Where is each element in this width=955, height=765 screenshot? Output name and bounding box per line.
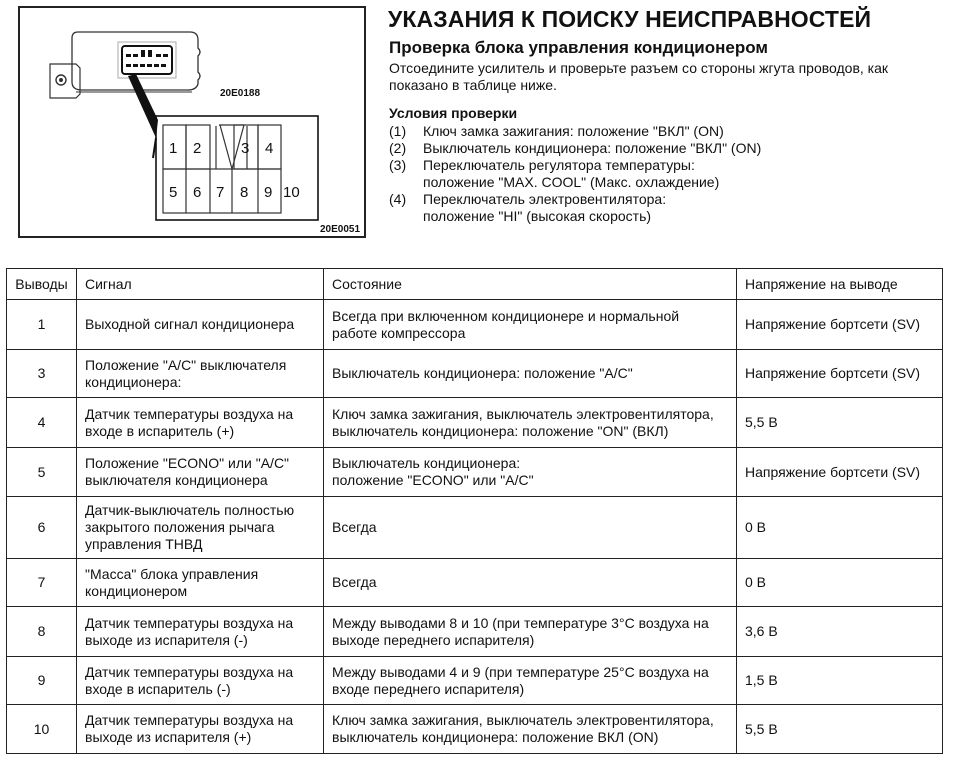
voltage-cell: 0 В — [737, 559, 943, 607]
table-header-row — [7, 269, 943, 300]
table-row — [7, 300, 943, 350]
signal-cell: Датчик температуры воздуха на выходе из испарителя (+) — [77, 705, 324, 754]
condition-number: (4) — [389, 191, 407, 207]
condition-item — [389, 157, 761, 191]
pin-label: 2 — [193, 140, 202, 157]
table-row — [7, 607, 943, 657]
pin-label: 1 — [169, 140, 178, 157]
table-row — [7, 497, 943, 559]
pin-label: 10 — [283, 184, 300, 201]
pin-label: 5 — [169, 184, 178, 201]
pin-cell: 6 — [7, 497, 77, 559]
callout-pointer — [128, 74, 158, 138]
condition-item — [389, 123, 761, 140]
pin-cell: 3 — [7, 350, 77, 398]
table-row — [7, 559, 943, 607]
condition-text: Переключатель регулятора температуры: положение "MAX. COOL" (Макс. охлаждение) — [423, 157, 720, 190]
pin-cell: 1 — [7, 300, 77, 350]
condition-cell: Всегда при включенном кондиционере и нормальной работе компрессора — [324, 300, 737, 350]
pin-cell: 4 — [7, 398, 77, 448]
section-subtitle: Проверка блока управления кондиционером — [389, 38, 768, 57]
intro-text: Отсоедините усилитель и проверьте разъем со стороны жгута проводов, как показано в таблице ниже. — [389, 60, 889, 93]
connector-socket-pins — [126, 50, 168, 67]
voltage-cell: Напряжение бортсети (SV) — [737, 350, 943, 398]
condition-cell: Между выводами 4 и 9 (при температуре 25°C воздуха на входе переднего испарителя) — [324, 657, 737, 705]
page-title: УКАЗАНИЯ К ПОИСКУ НЕИСПРАВНОСТЕЙ — [388, 6, 872, 32]
connector-socket — [122, 46, 172, 74]
table-row — [7, 657, 943, 705]
pin-cell: 7 — [7, 559, 77, 607]
condition-item — [389, 191, 761, 225]
voltage-cell: 5,5 В — [737, 705, 943, 754]
pin-label: 3 — [241, 140, 250, 157]
conditions-list — [389, 123, 761, 225]
pin-cell: 5 — [7, 448, 77, 497]
figure-code-top: 20E0188 — [220, 88, 261, 99]
connector-socket-frame — [118, 42, 176, 78]
pin-cell: 9 — [7, 657, 77, 705]
column-header-pins: Выводы — [7, 269, 77, 300]
condition-cell: Ключ замка зажигания, выключатель электровентилятора, выключатель кондиционера: положение "ON" (ВКЛ) — [324, 398, 737, 448]
pin-label: 9 — [264, 184, 273, 201]
pin-label: 8 — [240, 184, 249, 201]
pin-cell: 10 — [7, 705, 77, 754]
signal-cell: Положение "A/C" выключателя кондиционера: — [77, 350, 324, 398]
pin-voltage-table — [6, 268, 943, 754]
column-header-condition: Состояние — [324, 269, 737, 300]
pin-label: 6 — [193, 184, 202, 201]
signal-cell: Датчик температуры воздуха на входе в испаритель (-) — [77, 657, 324, 705]
signal-cell: Датчик температуры воздуха на входе в испаритель (+) — [77, 398, 324, 448]
condition-cell: Всегда — [324, 497, 737, 559]
connector-face-frame — [156, 116, 318, 220]
voltage-cell: 5,5 В — [737, 398, 943, 448]
condition-number: (1) — [389, 123, 407, 139]
condition-cell: Между выводами 8 и 10 (при температуре 3°C воздуха на выходе переднего испарителя) — [324, 607, 737, 657]
table-row — [7, 398, 943, 448]
table-row — [7, 705, 943, 754]
voltage-cell: 1,5 В — [737, 657, 943, 705]
pin-label: 4 — [265, 140, 274, 157]
condition-text: Ключ замка зажигания: положение "ВКЛ" (ON) — [423, 123, 724, 139]
signal-cell: Датчик температуры воздуха на выходе из испарителя (-) — [77, 607, 324, 657]
pin-cell: 8 — [7, 607, 77, 657]
signal-cell: Датчик-выключатель полностью закрытого положения рычага управления ТНВД — [77, 497, 324, 559]
pin-label: 7 — [216, 184, 225, 201]
voltage-cell: Напряжение бортсети (SV) — [737, 448, 943, 497]
condition-cell: Всегда — [324, 559, 737, 607]
condition-text: Переключатель электровентилятора: положение "HI" (высокая скорость) — [423, 191, 667, 224]
column-header-signal: Сигнал — [77, 269, 324, 300]
table-row — [7, 350, 943, 398]
column-header-voltage: Напряжение на выводе — [737, 269, 943, 300]
condition-cell: Выключатель кондиционера: положение "ECONO" или "A/C" — [324, 448, 737, 497]
condition-cell: Выключатель кондиционера: положение "A/C" — [324, 350, 737, 398]
connector-illustration — [20, 8, 364, 236]
signal-cell: "Масса" блока управления кондиционером — [77, 559, 324, 607]
voltage-cell: 0 В — [737, 497, 943, 559]
signal-cell: Выходной сигнал кондиционера — [77, 300, 324, 350]
mounting-bracket — [50, 64, 80, 98]
voltage-cell: 3,6 В — [737, 607, 943, 657]
figure-code-bottom: 20E0051 — [320, 224, 361, 235]
table-row — [7, 448, 943, 497]
condition-text: Выключатель кондиционера: положение "ВКЛ" (ON) — [423, 140, 762, 156]
signal-cell: Положение "ECONO" или "A/C" выключателя кондиционера — [77, 448, 324, 497]
connector-diagram — [18, 6, 366, 238]
condition-number: (3) — [389, 157, 407, 173]
condition-number: (2) — [389, 140, 407, 156]
table-body — [7, 300, 943, 754]
condition-item — [389, 140, 761, 157]
condition-cell: Ключ замка зажигания, выключатель электровентилятора, выключатель кондиционера: положение ВКЛ (ON) — [324, 705, 737, 754]
voltage-cell: Напряжение бортсети (SV) — [737, 300, 943, 350]
conditions-title: Условия проверки — [389, 105, 518, 121]
